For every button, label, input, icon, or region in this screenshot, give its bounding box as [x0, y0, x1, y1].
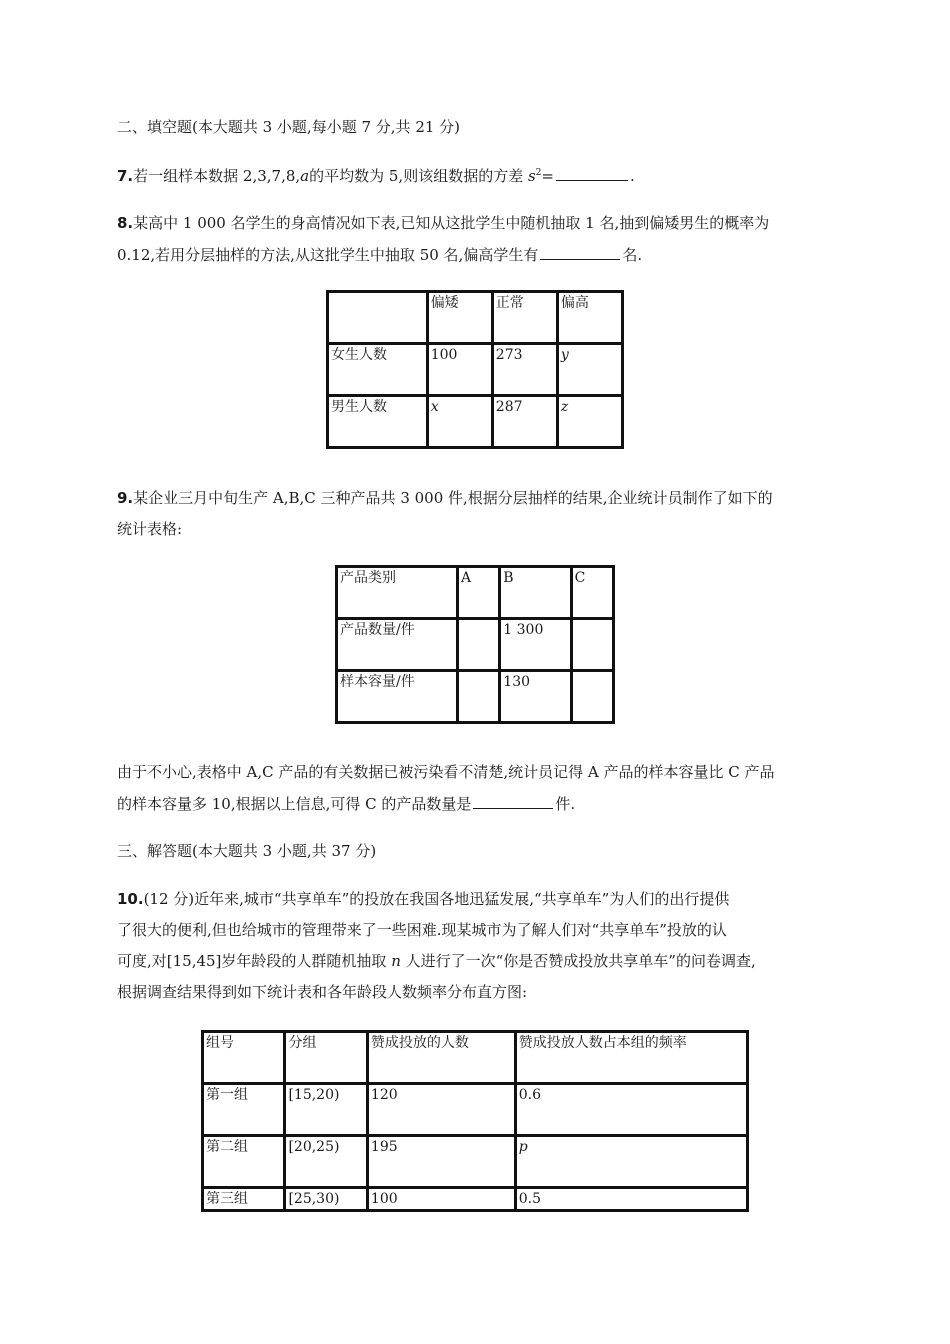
- variable-a: a: [300, 167, 310, 185]
- table-cell: 100: [367, 1188, 515, 1211]
- superscript: 2: [535, 168, 542, 178]
- table-row: [203, 1136, 748, 1188]
- table-cell: p: [515, 1136, 747, 1188]
- table-cell: [15,20): [285, 1084, 367, 1136]
- table-cell: B: [500, 567, 571, 619]
- table-cell: y: [557, 344, 622, 396]
- question-10-line-4: 根据调查结果得到如下统计表和各年龄段人数频率分布直方图:: [117, 983, 528, 1001]
- question-text: 某企业三月中旬生产 A,B,C 三种产品共 3 000 件,根据分层抽样的结果,企业统计员制作了如下的: [133, 489, 773, 507]
- question-10-line-2: 了很大的便利,但也给城市的管理带来了一些困难.现某城市为了解人们对“共享单车”投放的认: [117, 921, 727, 939]
- variable-n: n: [391, 952, 401, 970]
- question-10-line-3: [117, 951, 756, 971]
- question-text: 的样本容量多 10,根据以上信息,可得 C 的产品数量是: [117, 795, 472, 813]
- question-text: 0.12,若用分层抽样的方法,从这批学生中抽取 50 名,偏高学生有: [117, 246, 539, 264]
- table-row: [203, 1084, 748, 1136]
- section-heading-solve: 三、解答题(本大题共 3 小题,共 37 分): [117, 842, 377, 860]
- table-row: [328, 344, 623, 396]
- question-9-after-line-1: 由于不小心,表格中 A,C 产品的有关数据已被污染看不清楚,统计员记得 A 产品的样本容量比 C 产品: [117, 763, 775, 781]
- table-cell: 分组: [285, 1032, 367, 1084]
- table-row: [337, 619, 614, 671]
- question-number: 7.: [117, 167, 134, 185]
- table-row: [203, 1188, 748, 1211]
- table-cell: [25,30): [285, 1188, 367, 1211]
- question-9-line-1: [117, 488, 773, 508]
- table-cell: 273: [492, 344, 557, 396]
- table-cell: 1 300: [500, 619, 571, 671]
- table-cell: 组号: [203, 1032, 285, 1084]
- question-8-line-1: [117, 213, 769, 233]
- table-cell: 第三组: [203, 1188, 285, 1211]
- question-8-line-2: [117, 244, 642, 265]
- question-text: 人进行了一次“你是否赞成投放共享单车”的问卷调查,: [400, 952, 756, 970]
- table-cell: 正常: [492, 292, 557, 344]
- table-cell: 偏矮: [427, 292, 492, 344]
- equals-sign: =: [541, 167, 554, 185]
- table-cell: 287: [492, 396, 557, 448]
- variable-s: s: [527, 167, 536, 185]
- question-9-line-2: 统计表格:: [117, 520, 183, 538]
- table-cell: [328, 292, 428, 344]
- table-cell: 130: [500, 671, 571, 723]
- table-cell: [457, 619, 499, 671]
- question-text: 若一组样本数据 2,3,7,8,: [133, 167, 301, 185]
- table-cell: 120: [367, 1084, 515, 1136]
- table-cell: 0.6: [515, 1084, 747, 1136]
- table-cell: [571, 671, 613, 723]
- question-number: 8.: [117, 214, 134, 232]
- question-text: 某高中 1 000 名学生的身高情况如下表,已知从这批学生中随机抽取 1 名,抽到偏矮男生的概率为: [133, 214, 770, 232]
- table-cell: 样本容量/件: [337, 671, 458, 723]
- section-heading-fill-in: 二、填空题(本大题共 3 小题,每小题 7 分,共 21 分): [117, 118, 461, 136]
- table-cell: z: [557, 396, 622, 448]
- table-cell: 100: [427, 344, 492, 396]
- question-number: 9.: [117, 489, 134, 507]
- question-text: (12 分)近年来,城市“共享单车”的投放在我国各地迅猛发展,“共享单车”为人们的出行提供: [143, 890, 730, 908]
- table-cell: A: [457, 567, 499, 619]
- table-cell: 第一组: [203, 1084, 285, 1136]
- survey-table: [201, 1030, 749, 1212]
- table-row: [328, 396, 623, 448]
- table-cell: 女生人数: [328, 344, 428, 396]
- table-cell: x: [427, 396, 492, 448]
- table-cell: [20,25): [285, 1136, 367, 1188]
- table-cell: 赞成投放人数占本组的频率: [515, 1032, 747, 1084]
- table-cell: 赞成投放的人数: [367, 1032, 515, 1084]
- question-10-line-1: [117, 889, 729, 909]
- height-table: [326, 290, 624, 449]
- table-cell: 产品数量/件: [337, 619, 458, 671]
- table-cell: [457, 671, 499, 723]
- question-text: 件.: [555, 795, 576, 813]
- question-7: [117, 165, 635, 186]
- question-number: 10.: [117, 890, 144, 908]
- table-cell: 0.5: [515, 1188, 747, 1211]
- table-cell: 195: [367, 1136, 515, 1188]
- product-table: [335, 565, 615, 724]
- table-row: [337, 671, 614, 723]
- table-cell: 第二组: [203, 1136, 285, 1188]
- table-cell: 男生人数: [328, 396, 428, 448]
- answer-blank[interactable]: [556, 165, 628, 181]
- question-text: 可度,对[15,45]岁年龄段的人群随机抽取: [117, 952, 392, 970]
- answer-blank[interactable]: [473, 793, 553, 809]
- table-cell: [571, 619, 613, 671]
- question-9-after-line-2: [117, 793, 575, 814]
- table-cell: C: [571, 567, 613, 619]
- table-cell: 偏高: [557, 292, 622, 344]
- question-text: 的平均数为 5,则该组数据的方差: [309, 167, 528, 185]
- question-text: 名.: [622, 246, 643, 264]
- answer-blank[interactable]: [540, 244, 620, 260]
- table-cell: 产品类别: [337, 567, 458, 619]
- period: .: [629, 167, 635, 185]
